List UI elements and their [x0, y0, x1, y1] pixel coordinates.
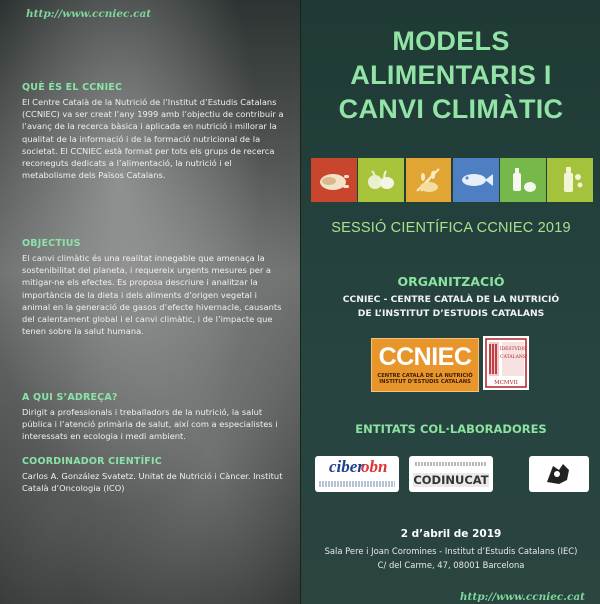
section-objectives — [22, 238, 284, 337]
section-body: Carlos A. González Svatetz. Unitat de Nutrició i Càncer. Institut Català d’Oncologia (ICO) — [22, 471, 283, 494]
ccniec-logo-subtitle — [372, 373, 478, 385]
website-link-bottom[interactable]: http://www.ccniec.cat — [459, 591, 585, 603]
organizer-line: CCNIEC - CENTRE CATALÀ DE LA NUTRICIÓ — [342, 294, 560, 305]
codinucat-logo — [409, 456, 493, 492]
session-title: SESSIÓ CIENTÍFICA CCNIEC 2019 — [331, 220, 571, 236]
food-icons-row — [311, 158, 593, 202]
codinucat-logo-text: CODINUCAT — [413, 473, 489, 487]
section-body: El Centre Català de la Nutrició de l’Institut d’Estudis Catalans (CCNIEC) va ser creat l’any 1999 amb l’objectiu de contribuir a l’avanç de la recerca bàsica i aplicada en nutrició i millorar la qualitat de la informació i de la formació nutricional de la societat. El CCNIEC està format per tots els grups de recerca reconeguts dedicats a l’alimentació, la nutrició i el metabolisme dels Països Catalans. — [22, 97, 284, 181]
svg-text:MCMVII: MCMVII — [494, 380, 518, 386]
venue-line: C/ del Carme, 47, 08001 Barcelona — [377, 560, 525, 570]
section-heading: COORDINADOR CIENTÍFIC — [22, 456, 162, 467]
event-venue — [301, 544, 600, 572]
ccniec-logo-sub: CENTRE CATALÀ DE LA NUTRICIÓ — [377, 373, 473, 379]
ciberobn-logo-text: ciber — [329, 457, 364, 476]
iec-logo — [483, 336, 529, 390]
ciberobn-logo — [315, 456, 399, 492]
collaborators-heading: ENTITATS COL·LABORADORES — [355, 422, 547, 436]
dairy-icon — [500, 158, 546, 202]
organizer-heading: ORGANITZACIÓ — [397, 274, 505, 289]
codinucat-logo-subtitle — [415, 462, 487, 466]
third-partner-logo — [529, 456, 589, 492]
section-heading: OBJECTIUS — [22, 238, 81, 249]
poultry-icon — [311, 158, 357, 202]
section-heading: A QUI S’ADREÇA? — [22, 392, 118, 403]
venue-line: Sala Pere i Joan Coromines - Institut d’Estudis Catalans (IEC) — [324, 546, 578, 556]
right-panel — [300, 0, 600, 604]
oil-icon — [547, 158, 593, 202]
fish-icon — [453, 158, 499, 202]
title-line: ALIMENTARIS I — [350, 60, 552, 90]
ccniec-logo — [371, 338, 479, 392]
svg-text:CATALANS: CATALANS — [500, 355, 526, 360]
grains-icon — [406, 158, 452, 202]
section-heading: QUÈ ÉS EL CCNIEC — [22, 82, 123, 93]
title-line: MODELS — [392, 26, 510, 56]
svg-text:IDESTVDIS: IDESTVDIS — [499, 347, 527, 352]
title-line: CANVI CLIMÀTIC — [338, 94, 564, 124]
website-link-top[interactable]: http://www.ccniec.cat — [26, 8, 152, 20]
ciberobn-logo-subtitle — [319, 481, 395, 487]
ccniec-logo-text: CCNIEC — [378, 343, 472, 371]
organizer-line: DE L’INSTITUT D’ESTUDIS CATALANS — [357, 308, 545, 319]
ciberobn-logo-text: obn — [361, 457, 388, 476]
section-body: El canvi climàtic és una realitat innegable que amenaça la sostenibilitat del planeta, i requereix urgents mesures per a mitigar-ne els efectes. Es proposa descriure i analitzar la importància de la dieta i dels aliments d’origen vegetal i animal en la generació de gasos d’efecte hivernacle, causants del calentament global i el canvi climàtic, i de l’impacte que tenen sobre la salut humana. — [22, 253, 282, 337]
section-about — [22, 82, 284, 181]
ccniec-logo-sub: INSTITUT D’ESTUDIS CATALANS — [379, 379, 471, 385]
section-coordinator — [22, 456, 284, 494]
vegetables-icon — [358, 158, 404, 202]
section-body: Dirigit a professionals i treballadors de la nutrició, la salut pública i l’atenció primària de salut, així com a especialistes i interessats en ecologia i medi ambient. — [22, 407, 278, 442]
organizer-name — [301, 293, 600, 321]
event-date: 2 d’abril de 2019 — [400, 528, 502, 540]
section-audience — [22, 392, 284, 443]
